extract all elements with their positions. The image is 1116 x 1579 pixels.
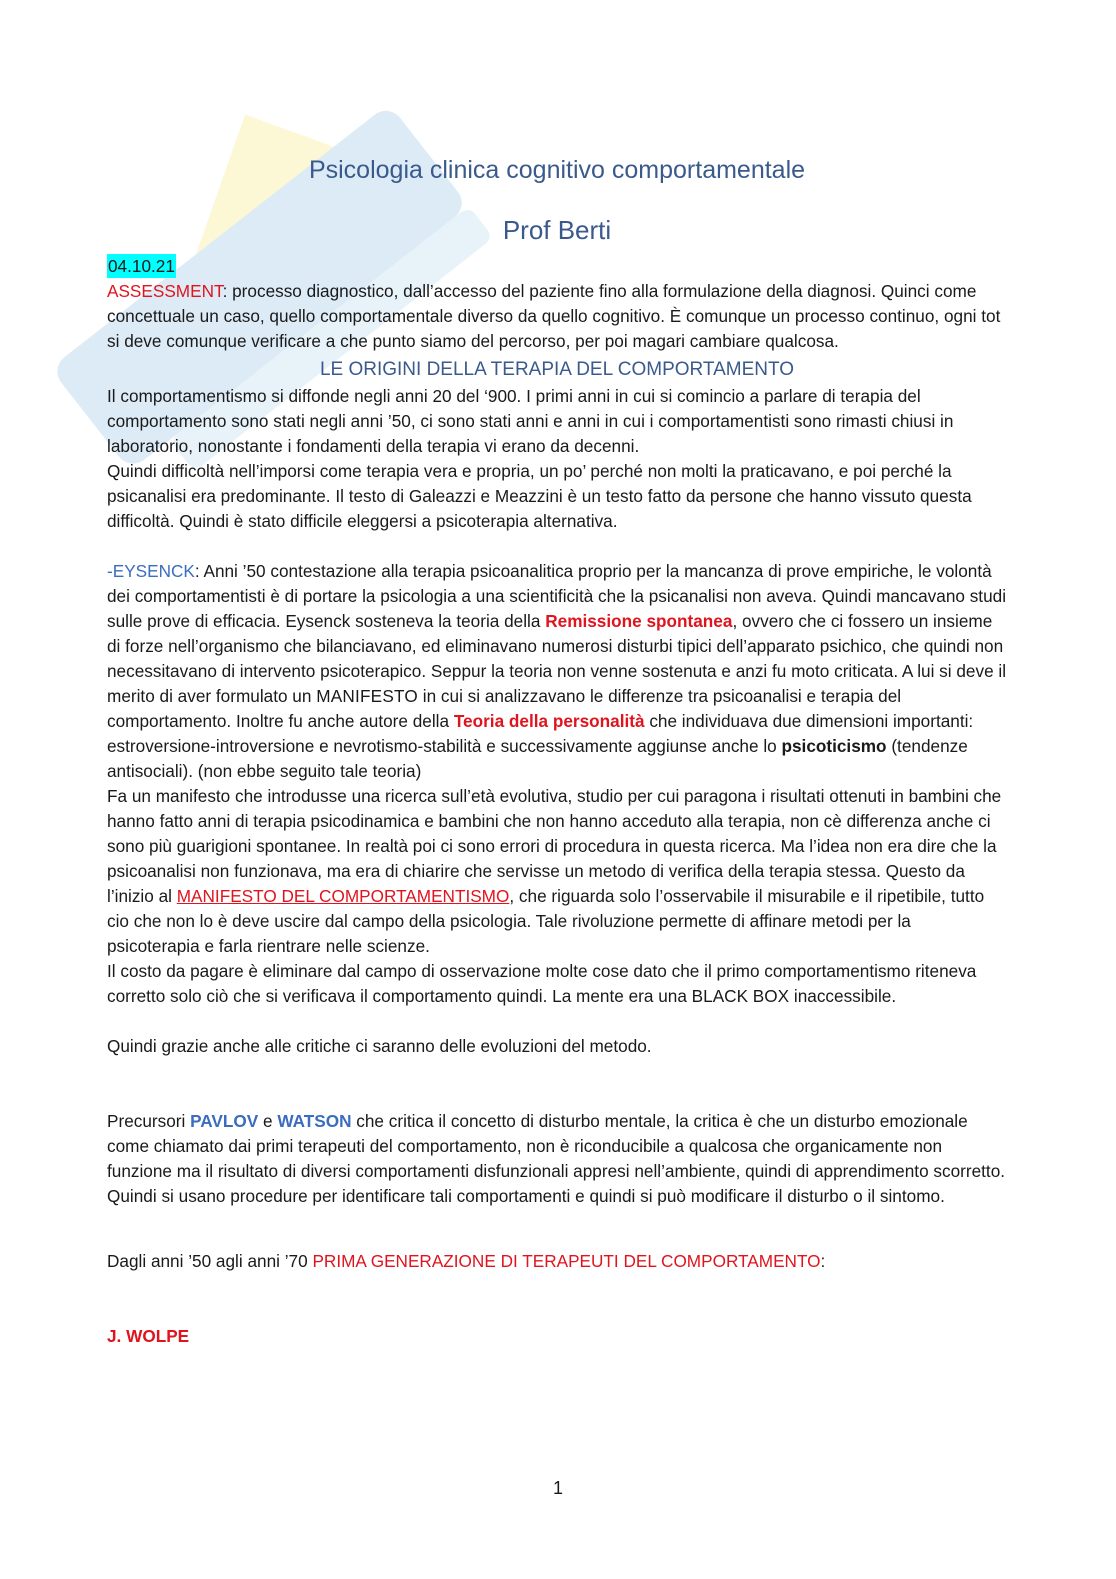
term-teoria: Teoria della personalità <box>453 711 645 731</box>
paragraph-eysenck <box>107 559 1007 784</box>
section-heading: LE ORIGINI DELLA TERAPIA DEL COMPORTAMENTO <box>319 359 795 380</box>
document-body <box>107 279 1007 1349</box>
paragraph-manifesto <box>107 784 1007 959</box>
paragraph-text: che individuava due dimensioni importanti: estroversione-introversione e nevrotismo-stabilità e successivamente aggiunse anche lo <box>107 711 974 756</box>
paragraph-difficolta: Quindi difficoltà nell’imporsi come terapia vera e propria, un po’ perché non molti la praticavano, e poi perché la psicanalisi era predominante. Il testo di Galeazzi e Meazzini è un testo fatto da persone che hanno vissuto questa difficoltà. Quindi è stato difficile eleggersi a psicoterapia alternativa. <box>107 461 972 531</box>
page-subtitle: Prof Berti <box>502 215 612 245</box>
paragraph-text: (tendenze antisociali). (non ebbe seguito tale teoria) <box>107 736 968 781</box>
paragraph-precursori <box>107 1109 1007 1209</box>
paragraph-prima-generazione <box>107 1249 1007 1274</box>
term-psicoticismo: psicoticismo <box>781 736 887 756</box>
paragraph-comportamentismo: Il comportamentismo si diffonde negli anni 20 del ‘900. I primi anni in cui si comincio a parlare di terapia del comportamento sono stati negli anni ’50, ci sono stati anni e anni in cui i comportamentisti sono rimasti chiusi in laboratorio, nonostante i fondamenti della terapia vi erano da decenni. <box>107 386 954 456</box>
paragraph-text: Precursori <box>107 1111 191 1131</box>
paragraph-text: Dagli anni ’50 agli anni ’70 <box>107 1251 313 1271</box>
paragraph-text: : processo diagnostico, dall’accesso del paziente fino alla formulazione della diagnosi. Quinci come concettuale un caso, quello comportamentale diverso da quello cognitivo. È comunque un processo continuo, ogni tot si deve comunque verificare a che punto siamo del percorso, per poi magari cambiare qualcosa. <box>107 281 1001 351</box>
paragraph-assessment <box>107 279 1007 354</box>
heading-wolpe: J. WOLPE <box>107 1326 190 1346</box>
paragraph-text: , che riguarda solo l’osservabile il misurabile e il ripetibile, tutto cio che non lo è deve uscire dal campo della psicologia. Tale rivoluzione permette di affinare metodi per la psicoterapia e farla rientrare nelle scienze. <box>107 886 985 956</box>
paragraph-text: : <box>820 1251 826 1271</box>
name-watson: WATSON <box>277 1111 352 1131</box>
term-black-box: BLACK BOX <box>691 986 790 1006</box>
paragraph-text: in cui si analizzavano le differenze tra psicoanalisi e terapia del comportamento. Inoltre fu anche autore della <box>107 686 902 731</box>
term-prima-generazione: PRIMA GENERAZIONE DI TERAPEUTI DEL COMPORTAMENTO <box>312 1251 821 1271</box>
name-pavlov: PAVLOV <box>190 1111 259 1131</box>
lecture-date: 04.10.21 <box>108 256 175 276</box>
term-assessment: ASSESSMENT <box>107 281 223 301</box>
paragraph-costo <box>107 959 1007 1009</box>
term-remissione: Remissione spontanea <box>545 611 733 631</box>
page-number: 1 <box>552 1478 563 1498</box>
term-eysenck: -EYSENCK <box>107 561 195 581</box>
term-manifesto-comportamentismo: MANIFESTO DEL COMPORTAMENTISMO <box>176 886 510 906</box>
paragraph-text: inaccessibile. <box>789 986 897 1006</box>
paragraph-text: Il costo da pagare è eliminare dal campo di osservazione molte cose dato che il primo comportamentismo riteneva corretto solo ciò che si verificava il comportamento quindi. La mente era una <box>107 961 977 1006</box>
paragraph-text: Fa un manifesto che introdusse una ricerca sull’età evolutiva, studio per cui paragona i risultati ottenuti in bambini che hanno fatto anni di terapia psicodinamica e bambini che non hanno acceduto alla terapia, non cè differenza anche ci sono più guarigioni spontanee. In realtà poi ci sono errori di procedura in questa ricerca. Ma l’idea non era dire che la psicoanalisi non funzionava, ma era di chiarire che servisse un metodo di verifica della terapia stessa. Questo da l’inizio al <box>107 786 1002 906</box>
paragraph-text: : Anni ’50 contestazione alla terapia psicoanalitica proprio per la mancanza di prove empiriche, le volontà dei comportamentisti è di portare la psicologia a una scientificità che la psicanalisi non aveva. Quindi mancavano studi sulle prove di efficacia. Eysenck sosteneva la teoria della <box>107 561 1007 631</box>
page-title: Psicologia clinica cognitivo comportamentale <box>308 156 806 184</box>
paragraph-evoluzioni: Quindi grazie anche alle critiche ci saranno delle evoluzioni del metodo. <box>107 1036 652 1056</box>
paragraph-text: , ovvero che ci fossero un insieme di forze nell’organismo che bilanciavano, ed eliminavano numerosi disturbi tipici dell’apparato psichico, che quindi non necessitavano di intervento psicoterapico. Seppur la teoria non venne sostenuta e anzi fu moto criticata. A lui si deve il merito di aver formulato un <box>107 611 1007 706</box>
paragraph-text: che critica il concetto di disturbo mentale, la critica è che un disturbo emozionale come chiamato dai primi terapeuti del comportamento, non è riconducibile a qualcosa che organicamente non funzione ma il risultato di diversi comportamenti disfunzionali appresi nell’ambiente, quindi di apprendimento scorretto. Quindi si usano procedure per identificare tali comportamenti e quindi si può modificare il disturbo o il sintomo. <box>107 1111 1006 1206</box>
paragraph-text: e <box>258 1111 278 1131</box>
term-manifesto: MANIFESTO <box>316 686 418 706</box>
